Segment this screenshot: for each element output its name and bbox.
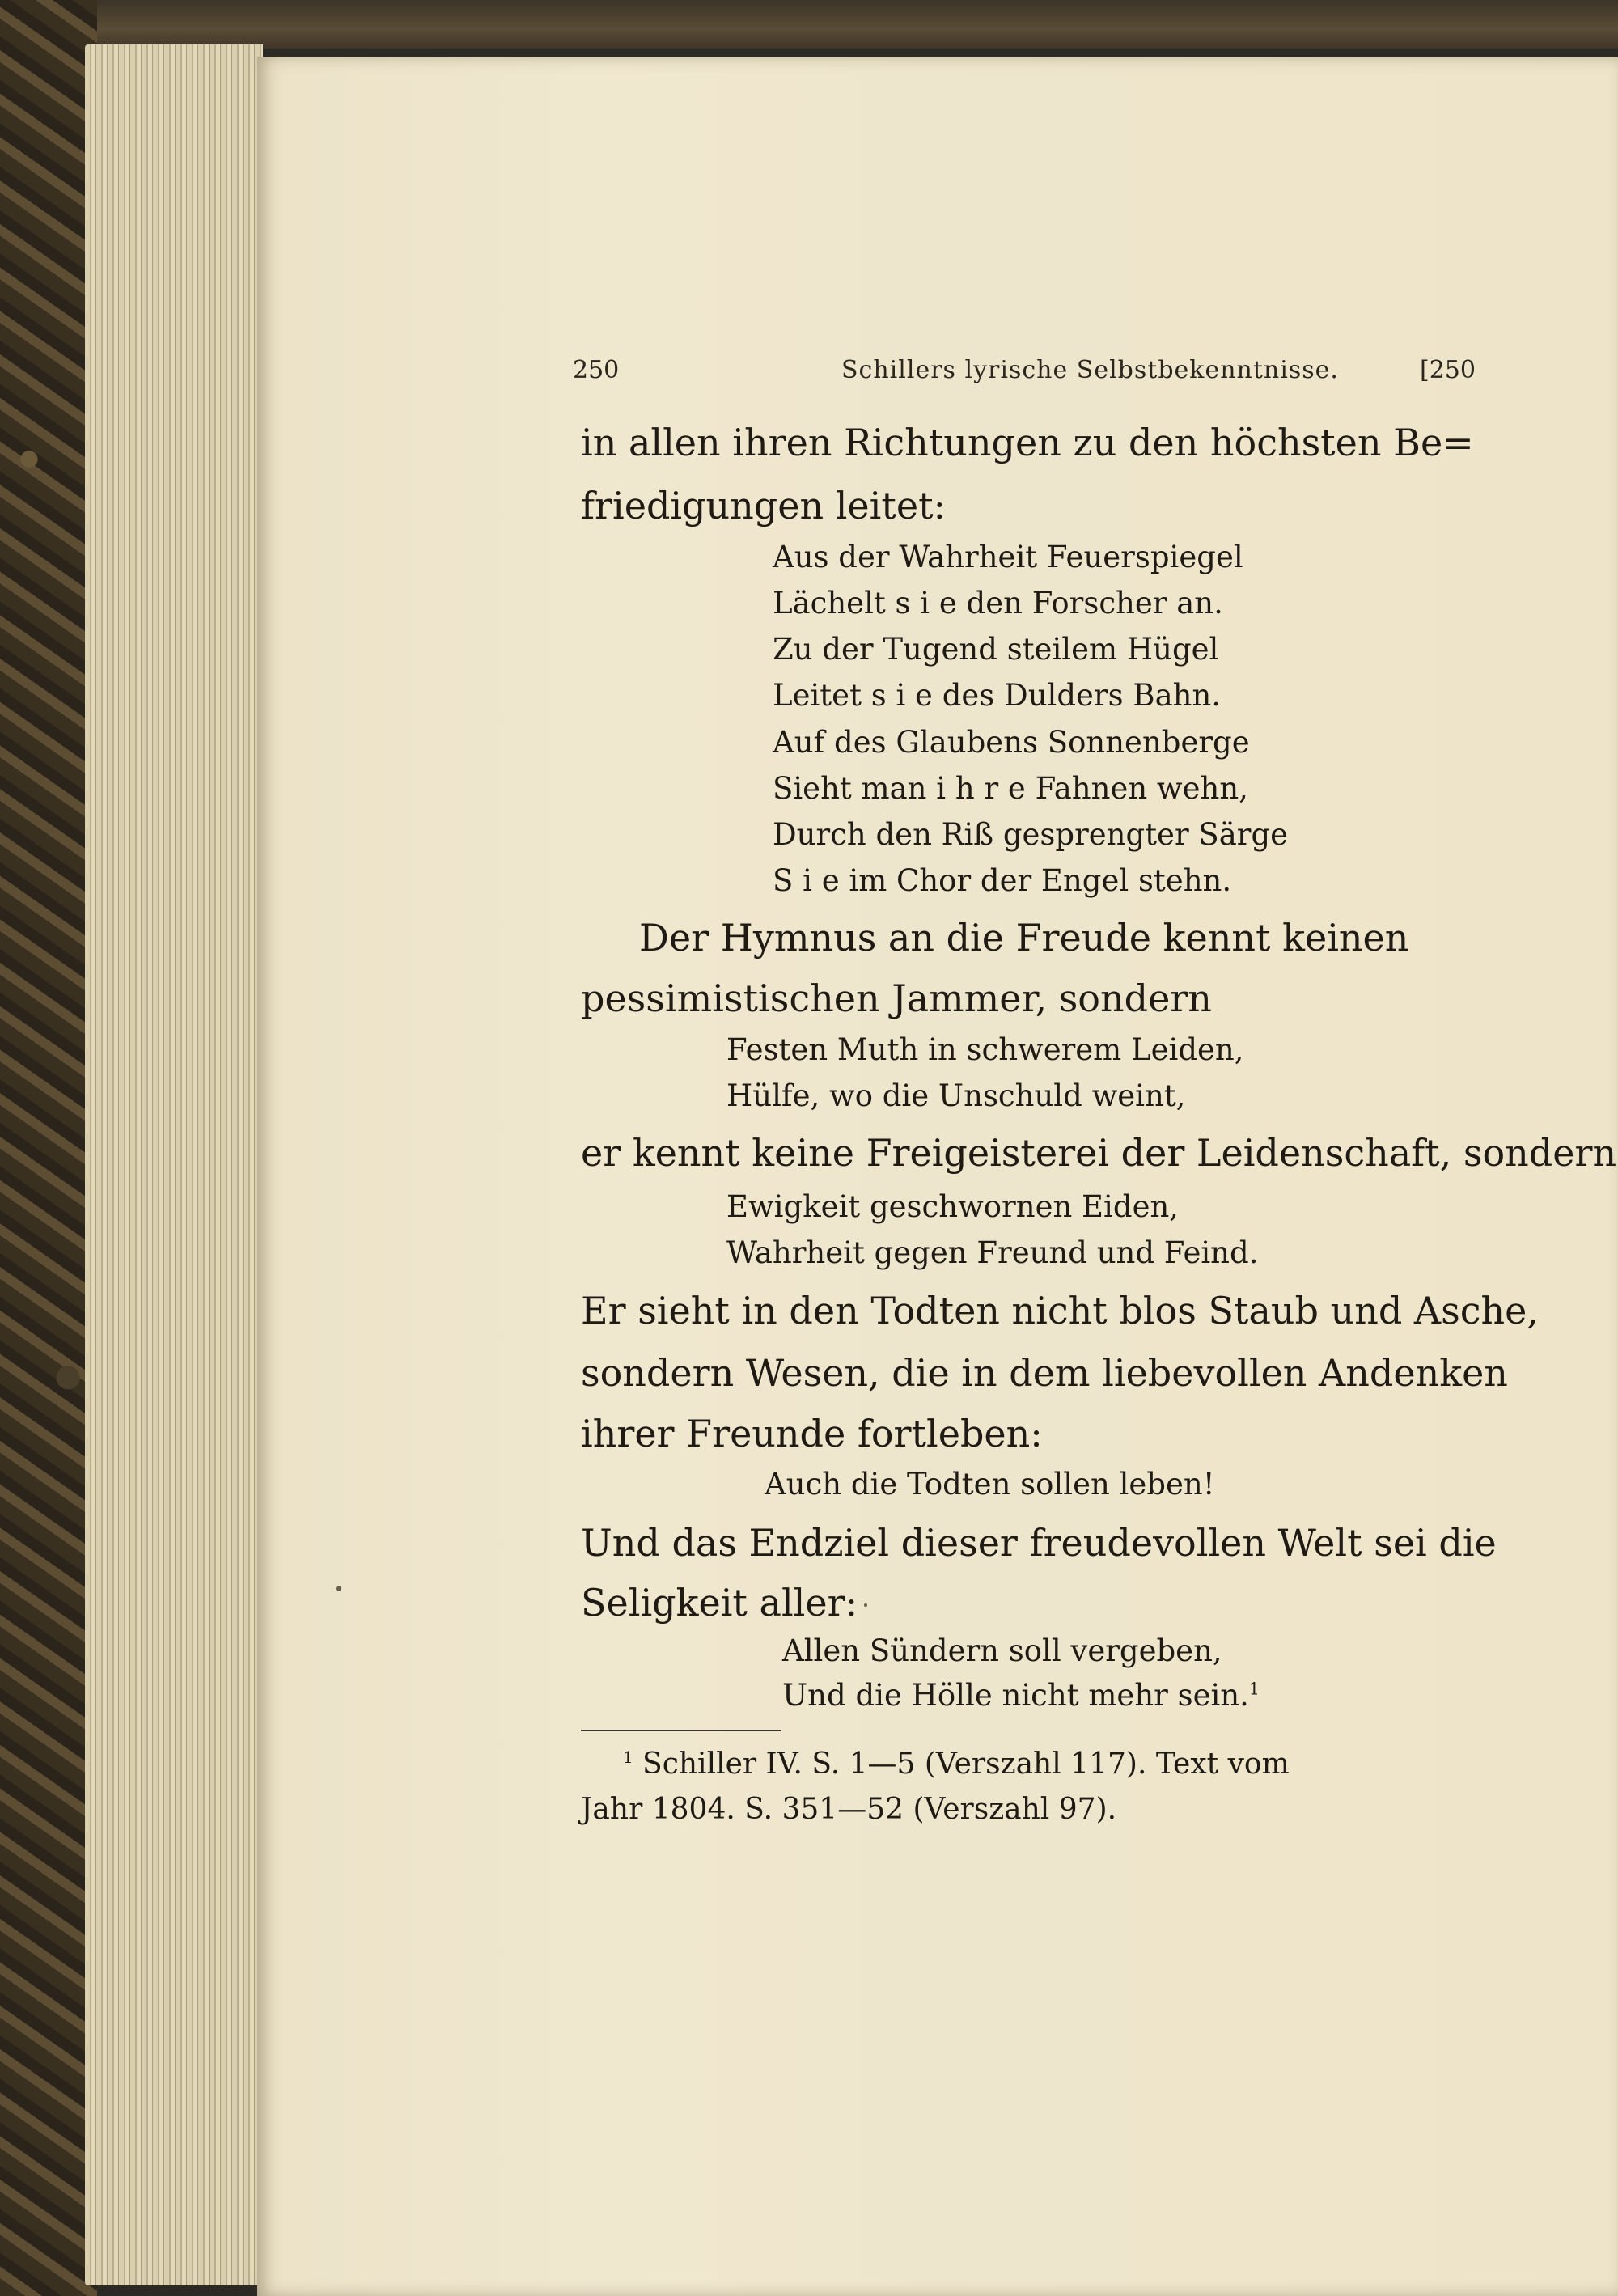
prose-line: Und das Endziel dieser freudevollen Welt sei die [581, 1521, 1497, 1565]
verse-line: Zu der Tugend steilem Hügel [773, 632, 1219, 667]
verse-line [782, 1678, 1260, 1713]
page-edges [85, 44, 263, 2285]
verse-line: Festen Muth in schwerem Leiden, [726, 1032, 1244, 1067]
verse-text: Und die Hölle nicht mehr sein. [782, 1678, 1249, 1713]
footnote-divider [581, 1730, 781, 1731]
paper-speck [336, 1586, 341, 1591]
footnote-line [623, 1747, 1290, 1781]
verse-line: Wahrheit gegen Freund und Feind. [726, 1235, 1259, 1270]
prose-line: Er sieht in den Todten nicht blos Staub und Asche, [581, 1289, 1539, 1332]
prose-line: sondern Wesen, die in dem liebevollen Andenken [581, 1351, 1508, 1395]
verse-line: Ewigkeit geschwornen Eiden, [726, 1189, 1180, 1224]
footnote-line: Jahr 1804. S. 351—52 (Verszahl 97). [581, 1793, 1117, 1826]
footnote-text: Schiller IV. S. 1—5 (Verszahl 117). Text vom [642, 1747, 1290, 1781]
verse-line: Hülfe, wo die Unschuld weint, [726, 1078, 1186, 1113]
verse-line: Allen Sündern soll vergeben, [782, 1633, 1222, 1668]
prose-line: er kennt keine Freigeisterei der Leidenschaft, sondern [581, 1131, 1617, 1175]
verse-line: Auch die Todten sollen leben! [765, 1467, 1215, 1502]
prose-line: Seligkeit aller: [581, 1581, 858, 1625]
verse-line: Lächelt s i e den Forscher an. [773, 586, 1223, 621]
page-number-left: 250 [573, 356, 620, 384]
running-header [316, 356, 1476, 396]
prose-line: friedigungen leitet: [581, 484, 947, 527]
verse-line: Durch den Riß gesprengter Särge [773, 817, 1289, 852]
book-cover-edge [0, 0, 97, 2296]
verse-line: Auf des Glaubens Sonnenberge [773, 725, 1250, 760]
prose-line: Der Hymnus an die Freude kennt keinen [639, 916, 1409, 959]
verse-line: Leitet s i e des Dulders Bahn. [773, 678, 1222, 713]
footnote-mark: 1 [623, 1748, 633, 1767]
footnote-reference[interactable]: 1 [1248, 1679, 1260, 1699]
verse-line: S i e im Chor der Engel stehn. [773, 863, 1232, 898]
prose-line: ihrer Freunde fortleben: [581, 1412, 1043, 1455]
prose-line: pessimistischen Jammer, sondern [581, 976, 1212, 1020]
verse-line: Aus der Wahrheit Feuerspiegel [773, 540, 1243, 574]
prose-line: in allen ihren Richtungen zu den höchsten Be= [581, 421, 1474, 464]
running-title: Schillers lyrische Selbstbekenntnisse. [841, 356, 1339, 384]
page-number-right: [250 [1420, 356, 1476, 384]
verse-line: Sieht man i h r e Fahnen wehn, [773, 771, 1248, 806]
paper-speck [864, 1603, 867, 1607]
book-cover-top [97, 0, 1618, 49]
